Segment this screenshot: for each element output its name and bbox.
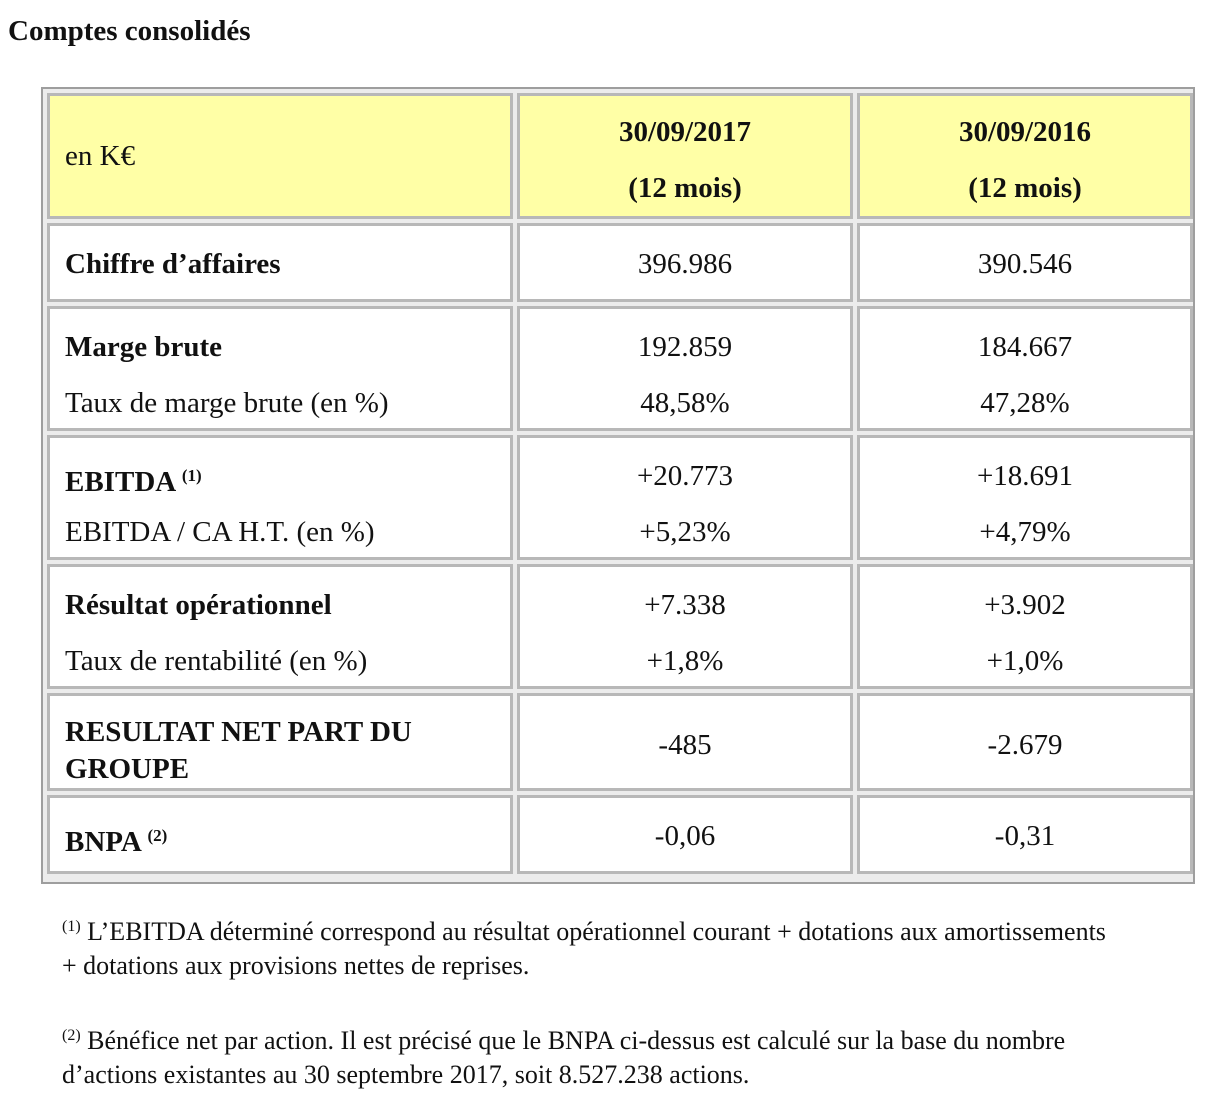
footnote-1-ref: (1) (62, 918, 81, 935)
footnote-ref: (1) (181, 466, 202, 485)
row-label: Chiffre d’affaires (65, 248, 281, 280)
table-row (47, 795, 1189, 874)
financial-table (41, 87, 1195, 884)
header-2016-date: 30/09/2016 (958, 116, 1092, 148)
value-2017: 396.986 (637, 248, 733, 280)
value-2016: -2.679 (987, 729, 1063, 761)
sub-value-2016: +4,79% (979, 516, 1071, 548)
row-sub-label: Taux de rentabilité (en %) (65, 645, 368, 677)
row-label: EBITDA $^{(1)}$ (65, 466, 202, 498)
unit-label: en K€ (65, 140, 136, 172)
value-2017: 192.859 (637, 331, 733, 363)
footnote-1-line2: + dotations aux provisions nettes de reprises. (62, 951, 530, 980)
sub-value-2016: +1,0% (986, 645, 1064, 677)
value-2016: 184.667 (977, 331, 1073, 363)
value-2017: -0,06 (654, 820, 716, 852)
header-2016-period: (12 mois) (968, 172, 1082, 204)
footnote-1 (62, 910, 1232, 983)
value-2017: +7.338 (644, 589, 726, 621)
table-row (47, 223, 1189, 302)
value-2017: +20.773 (636, 460, 734, 492)
footnote-2 (62, 1019, 1232, 1092)
row-sub-label: EBITDA / CA H.T. (en %) (65, 516, 375, 548)
row-label: RESULTAT NET PART DU GROUPE (65, 716, 412, 785)
table-header-row (47, 93, 1189, 219)
table-row (47, 564, 1189, 689)
row-label: Résultat opérationnel (65, 589, 332, 621)
footnote-2-line2: d’actions existantes au 30 septembre 2017, soit 8.527.238 actions. (62, 1060, 750, 1089)
value-2016: +18.691 (976, 460, 1074, 492)
footnote-2-line1: Bénéfice net par action. Il est précisé que le BNPA ci-dessus est calculé sur la base du nombre (80, 1026, 1066, 1055)
sub-value-2017: +1,8% (646, 645, 724, 677)
value-2016: +3.902 (984, 589, 1066, 621)
sub-value-2017: 48,58% (640, 387, 730, 419)
footnotes (62, 910, 1232, 1092)
header-2017-cell (517, 93, 853, 219)
header-2016-cell (857, 93, 1193, 219)
table-row (47, 435, 1189, 560)
row-label: Marge brute (65, 331, 223, 363)
sub-value-2017: +5,23% (639, 516, 731, 548)
table-row (47, 693, 1189, 791)
footnote-1-line1: L’EBITDA déterminé correspond au résultat opérationnel courant + dotations aux amortissements (80, 917, 1106, 946)
sub-value-2016: 47,28% (980, 387, 1070, 419)
footnote-2-ref: (2) (62, 1027, 81, 1044)
table-row (47, 306, 1189, 431)
row-sub-label: Taux de marge brute (en %) (65, 387, 389, 419)
header-unit-cell (47, 93, 513, 219)
row-label: BNPA $^{(2)}$ (65, 826, 168, 858)
value-2016: -0,31 (994, 820, 1056, 852)
footnote-ref: (2) (147, 826, 168, 845)
value-2016: 390.546 (977, 248, 1073, 280)
value-2017: -485 (658, 729, 712, 761)
header-2017-date: 30/09/2017 (618, 116, 752, 148)
header-2017-period: (12 mois) (628, 172, 742, 204)
page-title: Comptes consolidés (8, 15, 251, 47)
